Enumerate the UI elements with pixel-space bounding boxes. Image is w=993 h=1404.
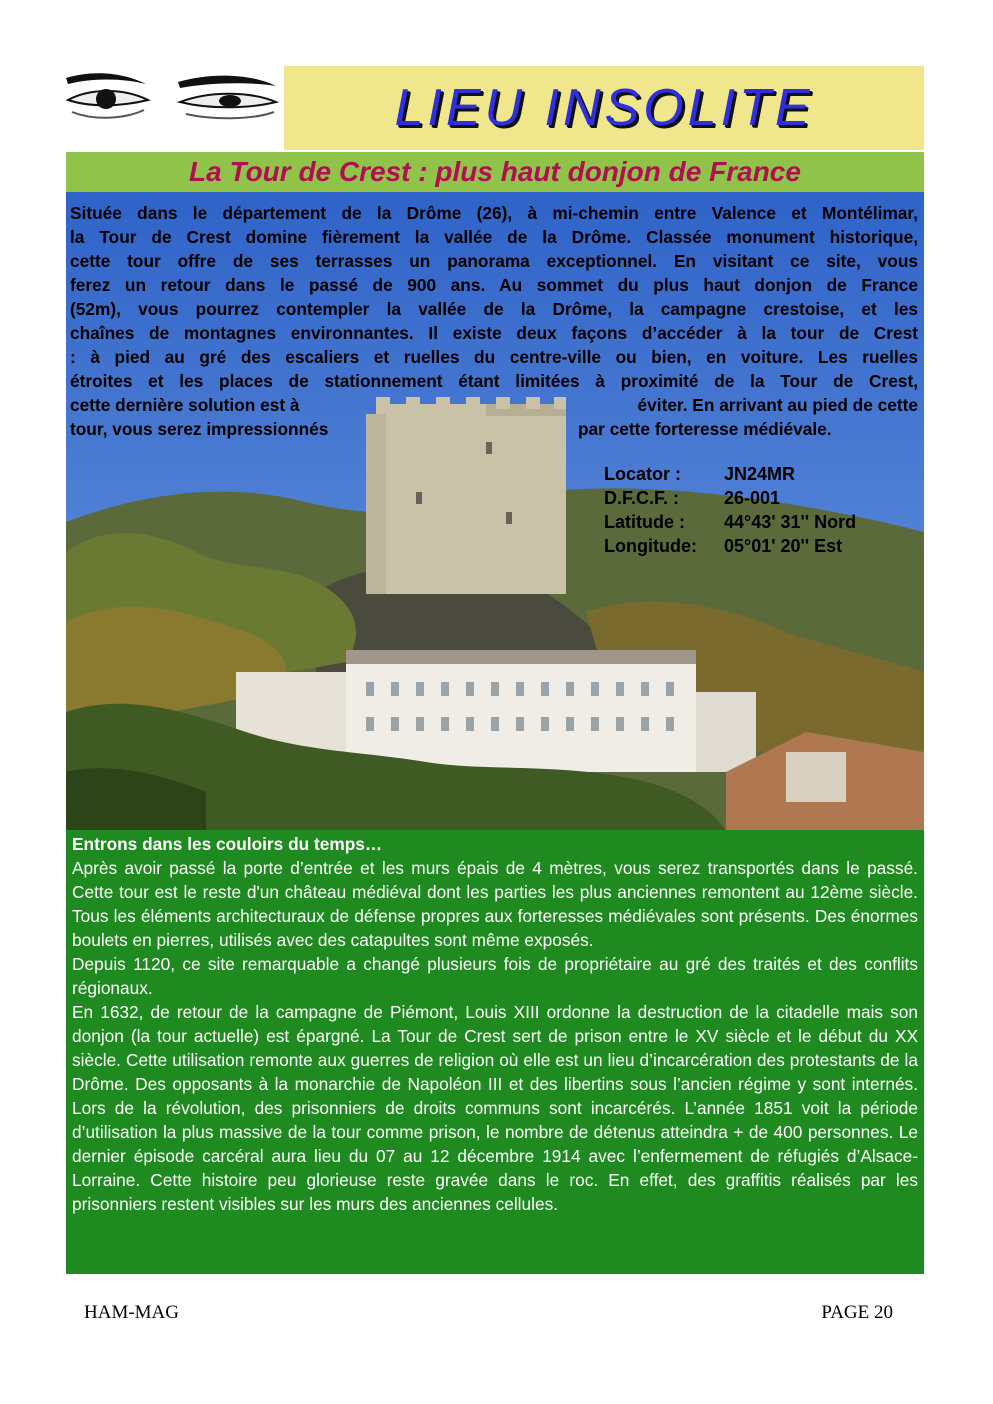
intro-split-line	[70, 393, 918, 417]
title-banner	[284, 66, 924, 150]
coord-value: 44°43' 31'' Nord	[724, 512, 857, 532]
coord-value: 05°01' 20'' Est	[724, 536, 843, 556]
coord-label: D.F.C.F. :	[604, 488, 679, 508]
history-section	[66, 830, 924, 1274]
history-heading: Entrons dans les couloirs du temps…	[72, 834, 383, 854]
history-paragraph: Après avoir passé la porte d’entrée et les murs épais de 4 mètres, vous serez transportés dans le passé. Cette tour est le reste d'un château médiéval dont les parties les plus anciennes remontent au 12ème siècle. Tous les éléments architecturaux de défense propres aux forteresses médiévales sont présents. Des énormes boulets en pierres, utilisés avec des catapultes sont même exposés.	[72, 858, 918, 950]
footer-page-number: PAGE 20	[821, 1302, 893, 1323]
coord-row-dcfc	[604, 486, 856, 510]
coord-value: 26-001	[724, 488, 781, 508]
page-title: LIEU INSOLITE	[394, 79, 814, 137]
coord-row-latitude	[604, 510, 856, 534]
coord-label: Longitude:	[604, 536, 697, 556]
article-subtitle: La Tour de Crest : plus haut donjon de France	[189, 156, 801, 187]
intro-split-right: par cette forteresse médiévale.	[578, 419, 832, 439]
eyes-logo	[62, 66, 284, 150]
intro-line: (52m), vous pourrez contempler la vallée de la Drôme, la campagne crestoise, et les	[70, 299, 918, 319]
intro-split-left: cette dernière solution est à	[70, 395, 300, 415]
intro-line: ferez un retour dans le passé de 900 ans. Au sommet du plus haut donjon de France	[70, 275, 918, 295]
intro-line: : à pied au gré des escaliers et ruelles du centre-ville ou bien, en voiture. Les ruelles	[70, 347, 918, 367]
intro-text	[70, 201, 918, 441]
coord-row-locator	[604, 462, 856, 486]
intro-split-right: éviter. En arrivant au pied de cette	[637, 395, 918, 415]
footer-magazine-name: HAM-MAG	[84, 1302, 179, 1323]
coord-label: Locator :	[604, 464, 682, 484]
intro-line: la Tour de Crest domine fièrement la vallée de la Drôme. Classée monument historique,	[70, 227, 918, 247]
coord-value: JN24MR	[724, 464, 796, 484]
subtitle-bar	[66, 152, 924, 192]
coordinates-block	[604, 462, 856, 558]
intro-line: étroites et les places de stationnement étant limitées à proximité de la Tour de Crest,	[70, 371, 918, 391]
coord-row-longitude	[604, 534, 856, 558]
history-paragraph: Depuis 1120, ce site remarquable a changé plusieurs fois de propriétaire au gré des traités et des conflits régionaux.	[72, 954, 918, 998]
coord-label: Latitude :	[604, 512, 685, 532]
history-paragraph: En 1632, de retour de la campagne de Piémont, Louis XIII ordonne la destruction de la citadelle mais son donjon (la tour actuelle) est épargné. La Tour de Crest sert de prison entre le XV siècle et le début du XX siècle. Cette utilisation remonte aux guerres de religion où elle est un lieu d’incarcération des protestants de la Drôme. Des opposants à la monarchie de Napoléon III et des libertins sous l’ancien régime y sont internés. Lors de la révolution, des prisonniers de droits communs sont incarcérés. L’année 1851 voit la période d’utilisation la plus massive de la tour comme prison, le nombre de détenus atteindra + de 400 personnes. Le dernier épisode carcéral aura lieu du 07 au 12 décembre 1914 avec l’enfermement de réfugiés d’Alsace-Lorraine. Cette histoire peu glorieuse reste gravée dans le roc. En effet, des graffitis réalisés par les prisonniers restent visibles sur les murs des anciennes cellules.	[72, 1002, 918, 1214]
intro-split-left: tour, vous serez impressionnés	[70, 419, 329, 439]
intro-line: Située dans le département de la Drôme (26), à mi-chemin entre Valence et Montélimar,	[70, 203, 918, 223]
intro-line: chaînes de montagnes environnantes. Il existe deux façons d’accéder à la tour de Crest	[70, 323, 918, 343]
intro-line: cette tour offre de ses terrasses un panorama exceptionnel. En visitant ce site, vous	[70, 251, 918, 271]
intro-split-line	[70, 417, 918, 441]
